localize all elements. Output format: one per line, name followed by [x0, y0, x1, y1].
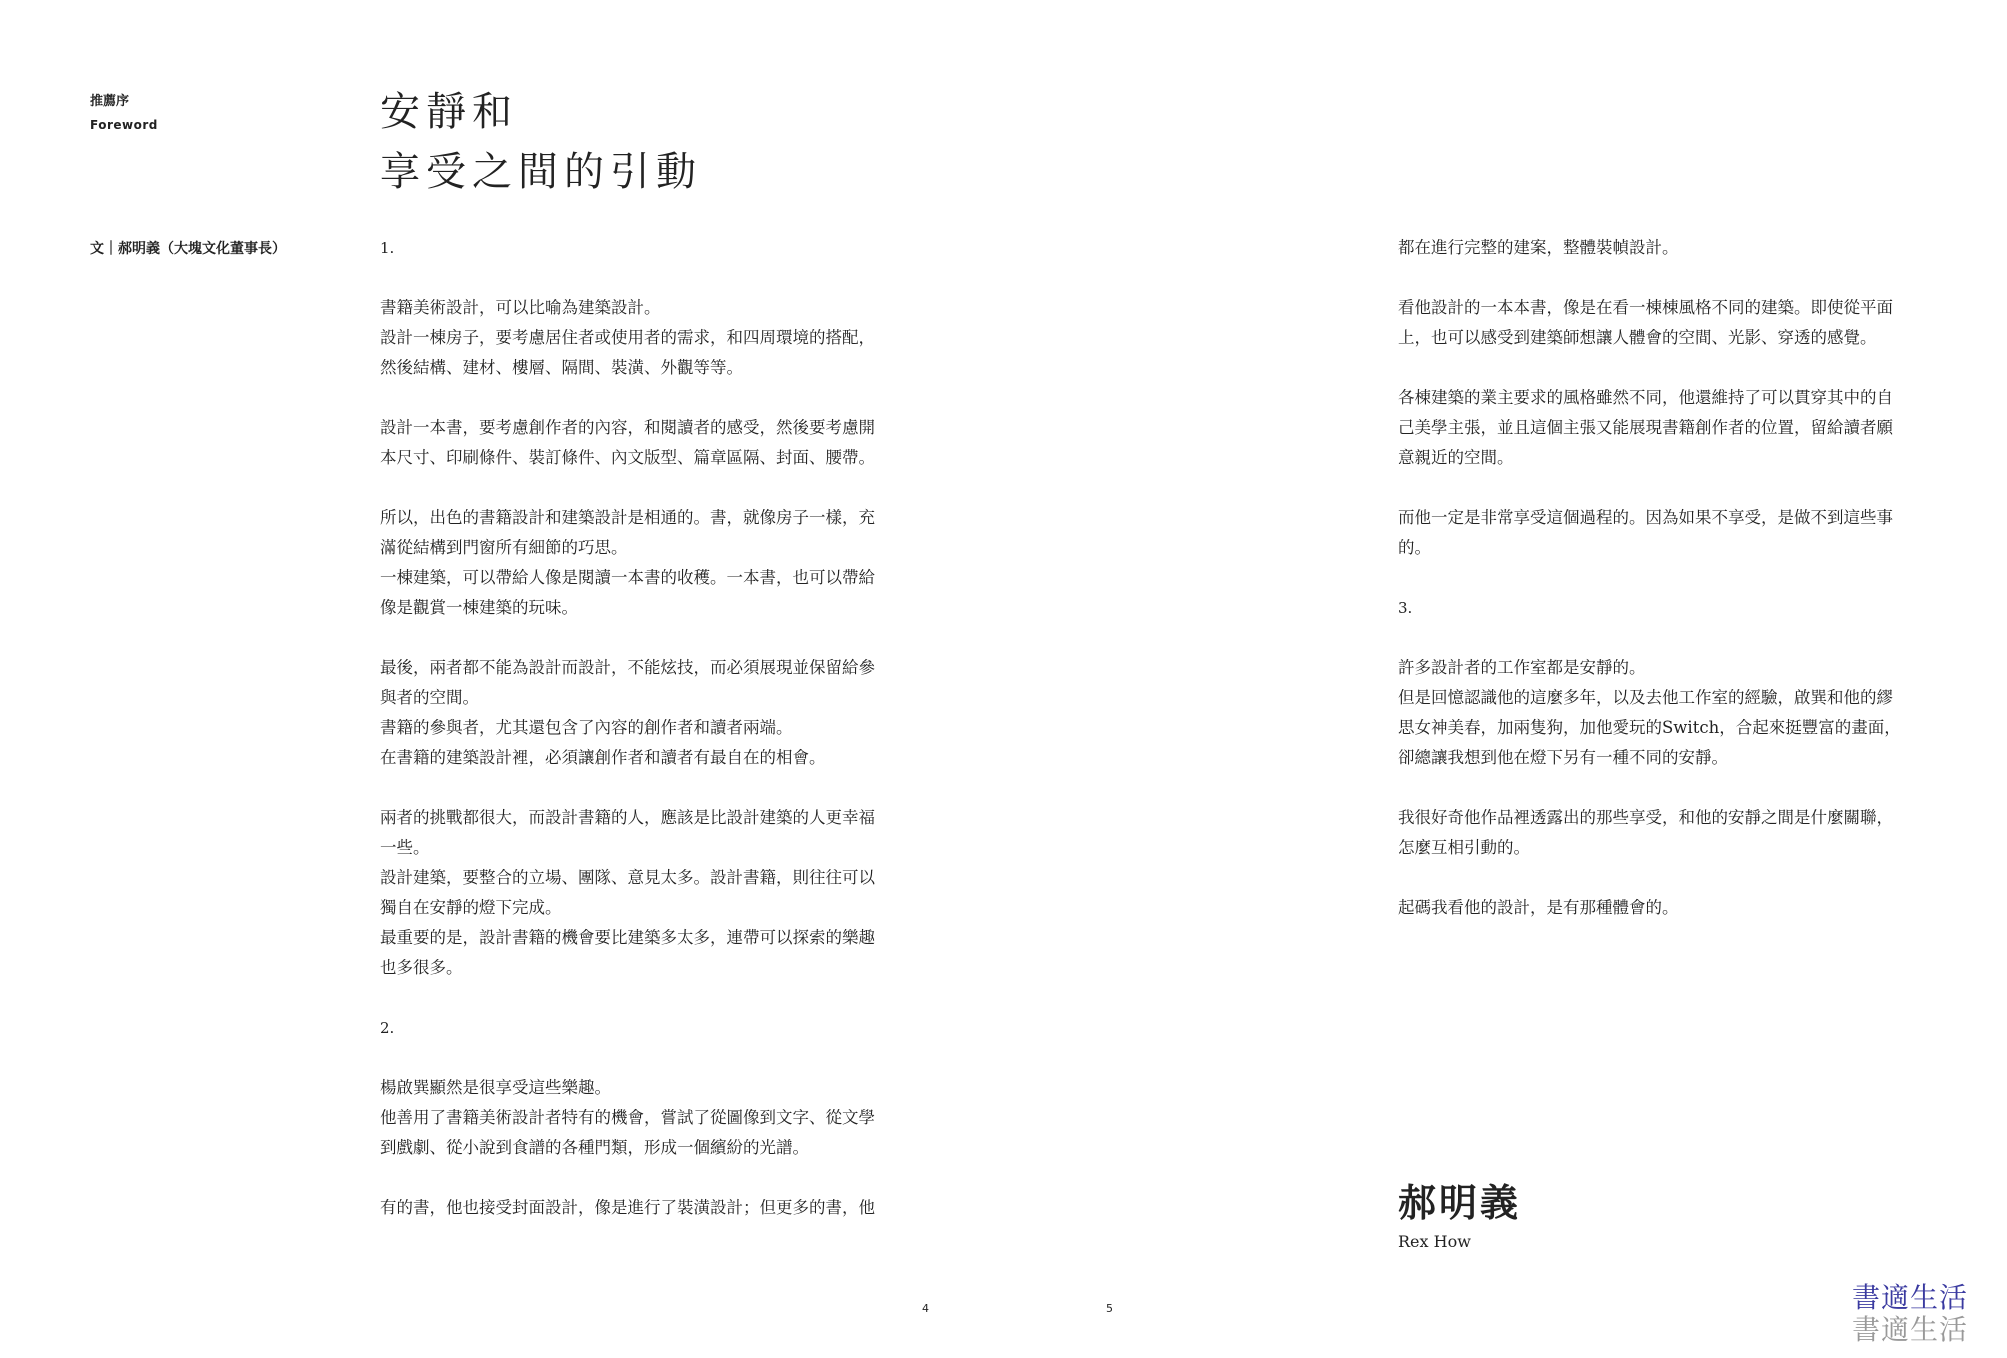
body-column-right: [1398, 233, 1958, 953]
text-line: 本尺寸、印刷條件、裝訂條件、內文版型、篇章區隔、封面、腰帶。: [380, 448, 875, 467]
body-column-left: [380, 233, 940, 1253]
paragraph: [1398, 653, 1958, 773]
page-number-left: 4: [922, 1302, 929, 1315]
text-line: 所以，出色的書籍設計和建築設計是相通的。書，就像房子一樣，充: [380, 508, 875, 527]
text-line: 都在進行完整的建案，整體裝幀設計。: [1398, 238, 1679, 257]
text-line: 一棟建築，可以帶給人像是閱讀一本書的收穫。一本書，也可以帶給: [380, 568, 875, 587]
text-line: 然後結構、建材、樓層、隔間、裝潢、外觀等等。: [380, 358, 743, 377]
paragraph: [380, 293, 940, 383]
text-line: 但是回憶認識他的這麼多年，以及去他工作室的經驗，啟巽和他的繆: [1398, 688, 1893, 707]
signature-name-en: Rex How: [1398, 1232, 1471, 1251]
watermark-line-2: 書適生活: [1852, 1313, 1969, 1346]
paragraph: [1398, 503, 1958, 563]
text-line: 意親近的空間。: [1398, 448, 1514, 467]
title-line-1: 安靜和: [380, 89, 518, 135]
text-line: 到戲劇、從小說到食譜的各種門類，形成一個繽紛的光譜。: [380, 1138, 809, 1157]
paragraph: [1398, 233, 1958, 263]
text-line: 設計一本書，要考慮創作者的內容，和閱讀者的感受，然後要考慮開: [380, 418, 875, 437]
section-label-en: Foreword: [90, 118, 158, 132]
text-line: 怎麼互相引動的。: [1398, 838, 1530, 857]
text-line: 獨自在安靜的燈下完成。: [380, 898, 562, 917]
paragraph: [1398, 593, 1958, 623]
watermark-line-1: 書適生活: [1852, 1281, 1969, 1314]
text-line: 像是觀賞一棟建築的玩味。: [380, 598, 578, 617]
text-line: 起碼我看他的設計，是有那種體會的。: [1398, 898, 1679, 917]
paragraph: [380, 233, 940, 263]
text-line: 而他一定是非常享受這個過程的。因為如果不享受，是做不到這些事: [1398, 508, 1893, 527]
text-line: 與者的空間。: [380, 688, 479, 707]
text-line: 楊啟巽顯然是很享受這些樂趣。: [380, 1078, 611, 1097]
page-title: [380, 82, 702, 202]
text-line: 書籍美術設計，可以比喻為建築設計。: [380, 298, 661, 317]
paragraph: [380, 1193, 940, 1223]
text-line: 各棟建築的業主要求的風格雖然不同，他還維持了可以貫穿其中的自: [1398, 388, 1893, 407]
text-line: 也多很多。: [380, 958, 463, 977]
text-line: 2.: [380, 1019, 395, 1037]
text-line: 思女神美春，加兩隻狗，加他愛玩的Switch，合起來挺豐富的畫面，: [1398, 718, 1901, 737]
text-line: 在書籍的建築設計裡，必須讓創作者和讀者有最自在的相會。: [380, 748, 826, 767]
text-line: 1.: [380, 239, 395, 257]
text-line: 最重要的是，設計書籍的機會要比建築多太多，連帶可以探索的樂趣: [380, 928, 875, 947]
page-number-right: 5: [1106, 1302, 1113, 1315]
paragraph: [380, 653, 940, 773]
signature-name: 郝明義: [1398, 1180, 1522, 1225]
text-line: 己美學主張，並且這個主張又能展現書籍創作者的位置，留給讀者願: [1398, 418, 1893, 437]
text-line: 設計建築，要整合的立場、團隊、意見太多。設計書籍，則往往可以: [380, 868, 875, 887]
paragraph: [380, 413, 940, 473]
text-line: 我很好奇他作品裡透露出的那些享受，和他的安靜之間是什麼關聯，: [1398, 808, 1893, 827]
paragraph: [380, 503, 940, 623]
paragraph: [1398, 383, 1958, 473]
paragraph: [380, 803, 940, 983]
text-line: 有的書，他也接受封面設計，像是進行了裝潢設計；但更多的書，他: [380, 1198, 875, 1217]
text-line: 書籍的參與者，尤其還包含了內容的創作者和讀者兩端。: [380, 718, 793, 737]
text-line: 最後，兩者都不能為設計而設計，不能炫技，而必須展現並保留給參: [380, 658, 875, 677]
paragraph: [380, 1013, 940, 1043]
text-line: 他善用了書籍美術設計者特有的機會，嘗試了從圖像到文字、從文學: [380, 1108, 875, 1127]
author-credit: 文｜郝明義（大塊文化董事長）: [90, 241, 286, 257]
text-line: 卻總讓我想到他在燈下另有一種不同的安靜。: [1398, 748, 1728, 767]
text-line: 設計一棟房子，要考慮居住者或使用者的需求，和四周環境的搭配，: [380, 328, 875, 347]
text-line: 上，也可以感受到建築師想讓人體會的空間、光影、穿透的感覺。: [1398, 328, 1877, 347]
watermark: [1852, 1282, 1982, 1346]
text-line: 一些。: [380, 838, 430, 857]
text-line: 看他設計的一本本書，像是在看一棟棟風格不同的建築。即使從平面: [1398, 298, 1893, 317]
text-line: 滿從結構到門窗所有細節的巧思。: [380, 538, 628, 557]
title-line-2: 享受之間的引動: [380, 149, 702, 195]
paragraph: [1398, 803, 1958, 863]
paragraph: [1398, 893, 1958, 923]
text-line: 3.: [1398, 599, 1413, 617]
text-line: 許多設計者的工作室都是安靜的。: [1398, 658, 1646, 677]
section-label: 推薦序: [90, 94, 130, 109]
paragraph: [380, 1073, 940, 1163]
paragraph: [1398, 293, 1958, 353]
text-line: 兩者的挑戰都很大，而設計書籍的人，應該是比設計建築的人更幸福: [380, 808, 875, 827]
text-line: 的。: [1398, 538, 1431, 557]
